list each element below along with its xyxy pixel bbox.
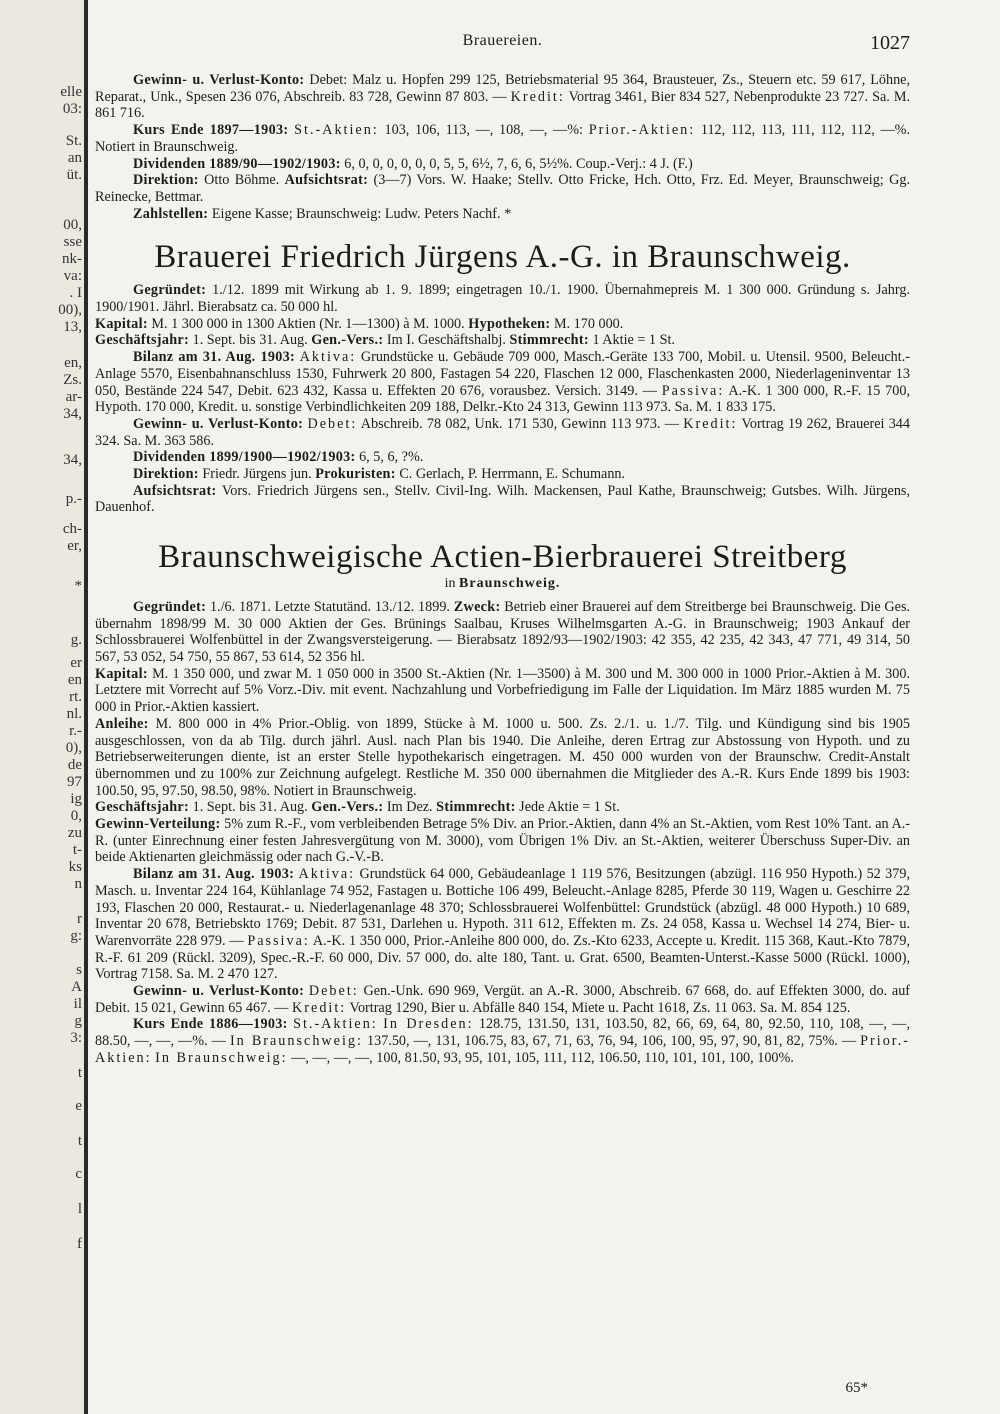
facing-page-fragment: c xyxy=(75,1166,82,1182)
main-text-column xyxy=(95,72,910,1067)
facing-page-gutter xyxy=(0,0,88,1414)
facing-page-fragment: er xyxy=(70,655,82,671)
facing-page-fragment: e xyxy=(75,1098,82,1114)
facing-page-fragment: 97 xyxy=(67,774,82,790)
facing-page-fragment: 03: xyxy=(62,101,82,117)
s3-bilanz: Bilanz am 31. Aug. 1903: Aktiva: Grundstück 64 000, Gebäudeanlage 1 119 576, Besitzungen (abzügl. 116 950 Hypoth.) 52 379, Masch. u. Inventar 224 164, Kühlanlage 74 952, Fastagen u. Bottiche 106 499, Beleucht.-Anlage 8285, Pferde 30 119, Wagen u. Geschirre 22 193, Flaschen 20 000, Restaurat.- u. Niederlagenanlage 48 370; Schlossbrauerei Wolfenbüttel: Grundstück (abzügl. 48 000 Hypoth.) 10 689, Inventar 20 678, Betriebskto 1769; Debit. 87 531, Darlehen u. Hypoth. 311 612, Effekten m. Zs. 24 058, Kassa u. Wechsel 14 274, Bier- u. Warenvorräte 228 979. — Passiva: A.-K. 1 350 000, Prior.-Anleihe 800 000, do. Zs.-Kto 6233, Accepte u. Kredit. 115 368, Kaut.-Kto 7879, R.-F. 61 209 (Rückl. 3209), Spec.-R.-F. 60 000, Div. 57 000, do. alte 180, Tant. u. Grat. 6500, Beamten-Unterst.-Kasse 5000 (Rückl. 1000), Vortrag 7158. Sa. M. 2 470 127. xyxy=(95,866,911,983)
facing-page-fragment: g xyxy=(74,1013,82,1029)
s3-kapital: Kapital: M. 1 350 000, und zwar M. 1 050 000 in 3500 St.-Aktien (Nr. 1—3500) à M. 300 und M. 300 000 in 1000 Prior.-Aktien à M. 300. Letztere mit Vorrecht auf 5% Vorz.-Div. mit event. Nachzahlung und Vorbefriedigung im Falle der Liquidation. Im März 1885 wurden M. 75 000 in Prior.-Aktien kassiert. xyxy=(95,665,911,716)
s2-bilanz: Bilanz am 31. Aug. 1903: Aktiva: Grundstücke u. Gebäude 709 000, Masch.-Geräte 133 700, Mobil. u. Utensil. 9500, Beleucht.-Anlage 5570, Eisenbahnanschluss 1530, Fuhrwerk 20 800, Fastagen 54 220, Flaschen 12 000, Flaschenkasten 2000, Niederlageninventar 13 050, Bestände 224 547, Debit. 623 432, Kassa u. Effekten 20 676, vorausbez. Versich. 3149. — Passiva: A.-K. 1 300 000, R.-F. 15 700, Hypoth. 170 000, Kredit. u. sonstige Verbindlichkeiten 209 188, Delkr.-Kto 24 313, Gewinn 113 973. Sa. M. 1 833 175. xyxy=(95,349,910,416)
facing-page-fragment: g. xyxy=(70,632,82,648)
label: Gewinn- u. Verlust-Konto: xyxy=(133,72,305,88)
facing-page-fragment: er, xyxy=(67,538,82,554)
facing-page-fragment: s xyxy=(76,962,82,978)
facing-page-fragment: an xyxy=(67,150,82,166)
s2-gewinn-konto: Gewinn- u. Verlust-Konto: Debet: Abschreib. 78 082, Unk. 171 530, Gewinn 113 973. — Kredit: Vortrag 19 262, Brauerei 344 324. Sa. M. 363 586. xyxy=(95,415,910,449)
facing-page-fragment: de xyxy=(67,757,82,773)
facing-page-fragment: l xyxy=(77,1201,82,1217)
facing-page-fragment: g: xyxy=(70,928,82,944)
s3-anleihe: Anleihe: M. 800 000 in 4% Prior.-Oblig. von 1899, Stücke à M. 1000 u. 500. Zs. 2./1. u. 1./7. Tilg. und Kündigung sind bis 1905 ausgeschlossen, von da ab Tilg. durch jährl. Ausl. nach Plan bis 1940. Die Anleihe, deren Ertrag zur Abstossung von Hypoth. und zu Betriebserweiterungen diente, ist an erster Stelle hypothekarisch eingetragen. M. 450 000 wurden von der Braunschw. Credit-Anstalt übernommen und zu 100% zur Zeichnung aufgelegt. Restliche M. 350 000 übernahmen die Mitglieder des A.-R. Kurs Ende 1899 bis 1903: 100.50, 95, 97.50, 98.50, 98%. Notiert in Braunschweig. xyxy=(95,715,910,799)
page-binding-edge xyxy=(84,0,88,1414)
facing-page-fragment: . I xyxy=(69,285,82,301)
facing-page-fragment: t xyxy=(77,1133,82,1149)
facing-page-fragment: 34, xyxy=(63,452,82,468)
facing-page-fragment: r xyxy=(77,911,82,927)
s3-gegruendet: Gegründet: 1./6. 1871. Letzte Statutänd. 13./12. 1899. Zweck: Betrieb einer Brauerei auf dem Streitberge bei Braunschweig. Die Ges. übernahm 1898/99 M. 30 000 Aktien der Ges. Brünings Saalbau, Kruses Wilhelmsgarten A.-G. in Braunschweig; 1903 Ankauf der Schlossbrauerei Wolfenbüttel in der Zwangsversteigerung. — Bierabsatz 1892/93—1902/1903: 42 355, 42 235, 42 343, 47 771, 49 314, 50 567, 53 052, 54 750, 55 867, 53 614, 52 356 hl. xyxy=(95,598,911,665)
facing-page-fragment: en xyxy=(67,672,82,688)
s1-kurs: Kurs Ende 1897—1903: St.-Aktien: 103, 106, 113, —, 108, —, —%: Prior.-Aktien: 112, 112, 113, 111, 112, 112, —%. Notiert in Braunschweig. xyxy=(95,122,911,155)
facing-page-fragment: St. xyxy=(65,133,82,149)
facing-page-fragment: il xyxy=(73,996,82,1012)
company-title-juergens: Brauerei Friedrich Jürgens A.-G. in Braunschweig. xyxy=(154,239,851,276)
facing-page-fragment: Zs. xyxy=(63,372,82,388)
facing-page-fragment: va: xyxy=(63,268,82,284)
facing-page-fragment: nk- xyxy=(62,251,82,267)
s2-geschaeftsjahr: Geschäftsjahr: 1. Sept. bis 31. Aug. Gen.-Vers.: Im I. Geschäftshalbj. Stimmrecht: 1 Aktie = 1 St. xyxy=(95,332,675,349)
facing-page-fragment: A xyxy=(71,979,82,995)
facing-page-fragment: 00, xyxy=(63,217,82,233)
s3-geschaeftsjahr: Geschäftsjahr: 1. Sept. bis 31. Aug. Gen.-Vers.: Im Dez. Stimmrecht: Jede Aktie = 1 St. xyxy=(95,799,620,816)
s3-gewinn-verteilung: Gewinn-Verteilung: 5% zum R.-F., vom verbleibenden Betrage 5% Div. an Prior.-Aktien, dann 4% an St.-Aktien, vom Rest 10% Tant. an A.-R. (unter Einrechnung einer festen Jahresvergütung von M. 3000), vom Übrigen 1% Div. an St.-Aktien, weiterer Überschuss Super-Div. an beide Aktienarten gleichmässig oder nach G.-V.-B. xyxy=(95,816,911,866)
s1-gewinn-konto: Gewinn- u. Verlust-Konto: Debet: Malz u. Hopfen 299 125, Betriebsmaterial 95 364, Brausteuer, Zs., Steuern etc. 59 617, Löhne, Reparat., Unk., Spesen 236 076, Abschreib. 83 728, Gewinn 87 803. — Kredit: Vortrag 3461, Bier 834 527, Nebenprodukte 23 727. Sa. M. 861 716. xyxy=(95,72,911,122)
facing-page-fragment: f xyxy=(77,1236,82,1252)
facing-page-fragment: nl. xyxy=(66,706,82,722)
s1-dividenden: Dividenden 1889/90—1902/1903: 6, 0, 0, 0, 0, 0, 0, 5, 5, 6½, 7, 6, 6, 5½%. Coup.-Verj.: 4 J. (F.) xyxy=(133,155,693,172)
company-title-streitberg: Braunschweigische Actien-Bierbrauerei Streitberg xyxy=(158,539,847,576)
s2-kapital: Kapital: M. 1 300 000 in 1300 Aktien (Nr. 1—1300) à M. 1000. Hypotheken: M. 170 000. xyxy=(95,315,624,332)
facing-page-fragment: 13, xyxy=(63,319,82,335)
facing-page-fragment: 0), xyxy=(65,740,82,756)
s3-gewinn-konto: Gewinn- u. Verlust-Konto: Debet: Gen.-Unk. 690 969, Vergüt. an A.-R. 3000, Abschreib. 67 668, do. auf Effekten 3000, do. auf Debit. 15 021, Gewinn 65 467. — Kredit: Vortrag 1290, Bier u. Abfälle 840 154, Miete u. Pacht 1618, Zs. 11 063. Sa. M. 854 125. xyxy=(95,983,911,1016)
facing-page-fragment: 00), xyxy=(58,302,82,318)
s2-gegruendet: Gegründet: 1./12. 1899 mit Wirkung ab 1. 9. 1899; eingetragen 10./1. 1900. Übernahmepreis M. 1 300 000. Gründung s. Jahrg. 1900/1901. Jährl. Bierabsatz ca. 50 000 hl. xyxy=(95,282,910,316)
facing-page-fragment: p.- xyxy=(65,491,82,507)
facing-page-fragment: t xyxy=(77,1065,82,1081)
facing-page-fragment: ch- xyxy=(62,521,82,537)
facing-page-fragment: 0, xyxy=(70,808,82,824)
facing-page-fragment: ks xyxy=(68,859,82,875)
page-number: 1027 xyxy=(870,32,910,54)
running-header xyxy=(95,32,910,52)
facing-page-fragment: üt. xyxy=(66,167,82,183)
s2-dividenden: Dividenden 1899/1900—1902/1903: 6, 5, 6, ?%. xyxy=(133,449,424,466)
s2-direktion: Direktion: Friedr. Jürgens jun. Prokuristen: C. Gerlach, P. Herrmann, E. Schumann. xyxy=(133,466,626,483)
facing-page-fragment: sse xyxy=(63,234,82,250)
facing-page-fragment: t- xyxy=(72,842,82,858)
facing-page-fragment: rt. xyxy=(69,689,82,705)
running-header-title: Brauereien. xyxy=(462,32,543,49)
facing-page-fragment: ig xyxy=(70,791,82,807)
facing-page-fragment: 34, xyxy=(63,406,82,422)
company-subtitle: in Braunschweig. xyxy=(444,576,561,592)
facing-page-fragment: elle xyxy=(60,84,82,100)
facing-page-fragment: 3: xyxy=(70,1030,82,1046)
s3-kurs: Kurs Ende 1886—1903: St.-Aktien: In Dresden: 128.75, 131.50, 131, 103.50, 82, 66, 69, 64, 80, 92.50, 110, 108, —, —, 88.50, —, —, —%. — In Braunschweig: 137.50, —, 131, 106.75, 83, 67, 71, 63, 76, 94, 106, 100, 95, 97, 90, 81, 82, 75%. — Prior.-Aktien: In Braunschweig: —, —, —, —, 100, 81.50, 93, 95, 101, 105, 111, 112, 106.50, 110, 101, 101, 100, 100%. xyxy=(95,1016,911,1066)
facing-page-fragment: zu xyxy=(67,825,82,841)
s2-aufsichtsrat: Aufsichtsrat: Vors. Friedrich Jürgens sen., Stellv. Civil-Ing. Wilh. Mackensen, Paul Kathe, Braunschweig; Gutsbes. Wilh. Jürgens, Dauenhof. xyxy=(95,482,910,516)
s1-zahlstellen: Zahlstellen: Eigene Kasse; Braunschweig: Ludw. Peters Nachf. * xyxy=(133,205,512,222)
facing-page-fragment: n xyxy=(74,876,82,892)
facing-page-fragment: en, xyxy=(64,355,82,371)
facing-page-fragment: * xyxy=(74,578,82,594)
s1-direktion: Direktion: Otto Böhme. Aufsichtsrat: (3—7) Vors. W. Haake; Stellv. Otto Fricke, Hch. Otto, Frz. Ed. Meyer, Braunschweig; Gg. Reinecke, Bettmar. xyxy=(95,172,910,205)
facing-page-fragment: r.- xyxy=(69,723,82,739)
signature-mark: 65* xyxy=(845,1380,868,1396)
facing-page-fragment: ar- xyxy=(65,389,82,405)
